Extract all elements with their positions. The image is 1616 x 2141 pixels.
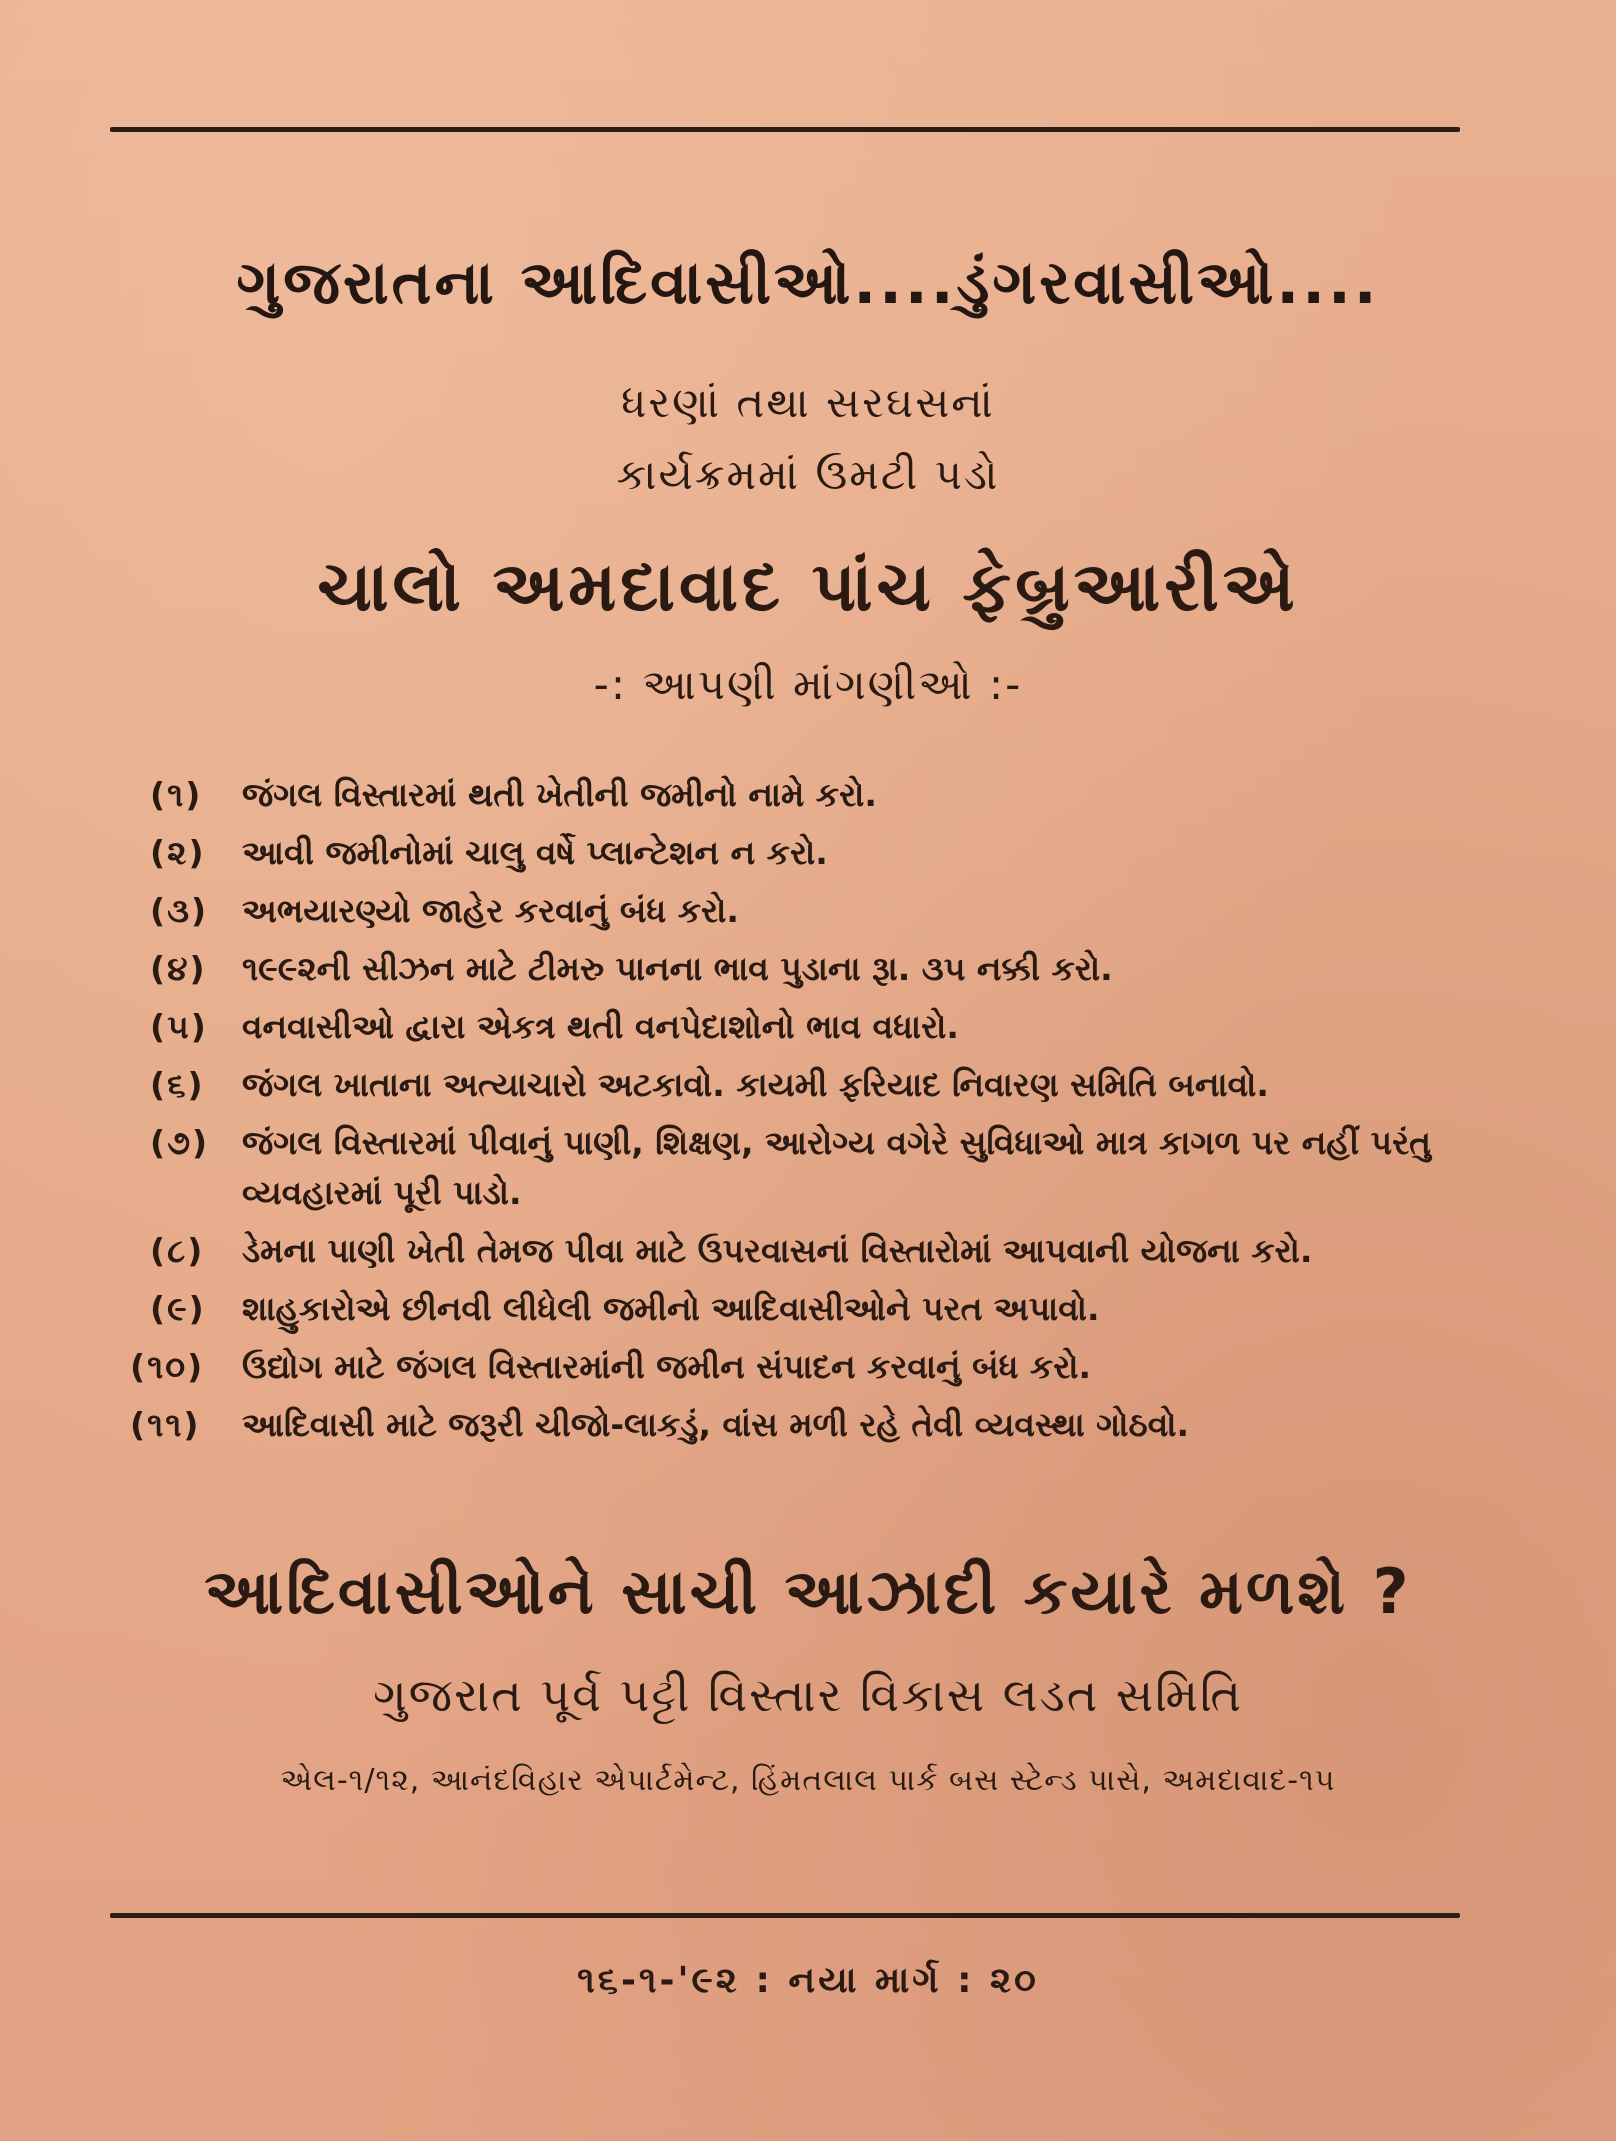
- demand-item: [150, 1060, 1470, 1110]
- demand-text: અભયારણ્યો જાહેર કરવાનું બંધ કરો.: [242, 891, 739, 930]
- demand-number: (૬): [150, 1065, 205, 1104]
- demand-item: [130, 1342, 1470, 1392]
- demand-number: (૧૧): [130, 1405, 201, 1444]
- demand-item: [150, 1118, 1470, 1218]
- demand-text: વનવાસીઓ દ્વારા એકત્ર થતી વનપેદાશોનો ભાવ વધારો.: [242, 1007, 959, 1046]
- demands-list: [130, 770, 1470, 1458]
- demand-text: ડેમના પાણી ખેતી તેમજ પીવા માટે ઉપરવાસનાં વિસ્તારોમાં આપવાની યોજના કરો.: [242, 1231, 1313, 1270]
- organization-address: એલ-૧/૧૨, આનંદવિહાર એપાર્ટમેન્ટ, હિંમતલાલ પાર્ક બસ સ્ટેન્ડ પાસે, અમદાવાદ-૧૫: [280, 1763, 1336, 1798]
- demand-number: (૪): [150, 949, 207, 988]
- demand-item: [150, 944, 1470, 994]
- subheading-line-1: ધરણાં તથા સરઘસનાં: [621, 378, 995, 427]
- demand-number: (૮): [150, 1231, 205, 1270]
- subheading-line-2: કાર્યક્રમમાં ઉમટી પડો: [616, 450, 1000, 499]
- demands-heading: -: આપણી માંગણીઓ :-: [593, 660, 1023, 709]
- organization-name: ગુજરાત પૂર્વ પટ્ટી વિસ્તાર વિકાસ લડત સમિતિ: [373, 1668, 1243, 1722]
- demand-item: [150, 886, 1470, 936]
- demand-item: [150, 770, 1470, 820]
- demand-item: [150, 1002, 1470, 1052]
- demand-number: (૭): [150, 1123, 210, 1162]
- demand-text: જંગલ વિસ્તારમાં થતી ખેતીની જમીનો નામે કરો.: [242, 775, 877, 814]
- demand-number: (૧૦): [130, 1347, 205, 1386]
- demand-number: (૩): [150, 891, 209, 930]
- bottom-rule: [110, 1913, 1460, 1918]
- demand-item: [150, 828, 1470, 878]
- demand-number: (૫): [150, 1007, 208, 1046]
- demand-text: શાહુકારોએ છીનવી લીધેલી જમીનો આદિવાસીઓને પરત અપાવો.: [242, 1289, 1100, 1328]
- top-rule: [110, 127, 1460, 132]
- demand-text: ઉદ્યોગ માટે જંગલ વિસ્તારમાંની જમીન સંપાદન કરવાનું બંધ કરો.: [242, 1347, 1092, 1386]
- freedom-question: આદિવાસીઓને સાચી આઝાદી કયારે મળશે ?: [204, 1555, 1412, 1628]
- demand-number: (૯): [150, 1289, 206, 1328]
- demand-item: [150, 1284, 1470, 1334]
- demand-text: આવી જમીનોમાં ચાલુ વર્ષે પ્લાન્ટેશન ન કરો.: [242, 833, 828, 872]
- page-footer: ૧૬-૧-'૯૨ : નયા માર્ગ : ૨૦: [577, 1960, 1039, 2001]
- demand-item: [150, 1226, 1470, 1276]
- demand-text: ૧૯૯૨ની સીઝન માટે ટીમરુ પાનના ભાવ પુડાના રૂા. ૩૫ નક્કી કરો.: [242, 949, 1113, 988]
- demand-number: (૧): [150, 775, 203, 814]
- demand-text: જંગલ ખાતાના અત્યાચારો અટકાવો. કાયમી ફરિયાદ નિવારણ સમિતિ બનાવો.: [242, 1065, 1269, 1104]
- demand-text: આદિવાસી માટે જરૂરી ચીજો-લાકડું, વાંસ મળી રહે તેવી વ્યવસ્થા ગોઠવો.: [242, 1405, 1190, 1444]
- headline: ગુજરાતના આદિવાસીઓ....ડુંગરવાસીઓ....: [236, 248, 1380, 318]
- demand-number: (૨): [150, 833, 206, 872]
- demand-item: [130, 1400, 1470, 1450]
- rally-call: ચાલો અમદાવાદ પાંચ ફેબ્રુઆરીએ: [317, 548, 1299, 627]
- demand-text: જંગલ વિસ્તારમાં પીવાનું પાણી, શિક્ષણ, આરોગ્ય વગેરે સુવિધાઓ માત્ર કાગળ પર નહીં પરંતુ વ્યવહારમાં પૂરી પાડો.: [242, 1123, 1432, 1212]
